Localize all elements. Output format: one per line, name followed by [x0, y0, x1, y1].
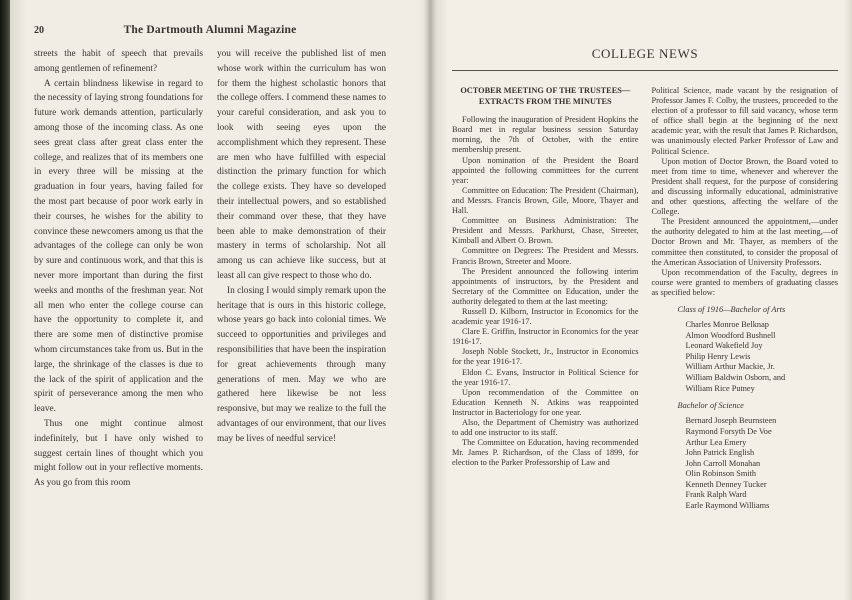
section-title: COLLEGE NEWS: [591, 46, 699, 61]
paragraph: The Committee on Education, having recommended Mr. James P. Richardson, of the Class of 1899, for election to the Parker Professorship of Law and: [452, 438, 639, 468]
left-page: [10, 0, 430, 600]
article-heading: OCTOBER MEETING OF THE TRUSTEES—EXTRACTS FROM THE MINUTES: [460, 86, 631, 106]
paragraph: Political Science, made vacant by the resignation of Professor James F. Colby, the trustees, proceeded to the election of a professor to fill said vacancy, whose term of office shall begin at the beginning of the next academic year, with the result that James P. Richardson, was unanimously elected Parker Professor of Law and Political Science.: [651, 86, 838, 156]
magazine-title: The Dartmouth Alumni Magazine: [123, 24, 297, 36]
left-column-1: [34, 47, 203, 491]
paragraph: Following the inauguration of President Hopkins the Board met in regular business session Saturday morning, the 7th of October, with the entire membership present.: [452, 115, 639, 155]
paragraph: Joseph Noble Stockett, Jr., Instructor in Economics for the year 1916-17.: [452, 347, 639, 367]
paragraph: Upon recommendation of the Committee on Education Kenneth N. Atkins was reappointed Instructor in Bacteriology for one year.: [452, 387, 639, 417]
graduate-name: William Rice Putney: [685, 383, 755, 393]
paragraph: Committee on Business Administration: The President and Messrs. Parkhurst, Chase, Streeter, Kimball and Albert O. Brown.: [452, 216, 639, 246]
paragraph: Upon recommendation of the Faculty, degrees in course were granted to members of graduating classes as specified below:: [651, 267, 838, 297]
graduate-name: Charles Monroe Belknap: [685, 320, 769, 330]
page-number: 20: [34, 25, 44, 36]
paragraph: Committee on Degrees: The President and Messrs. Francis Brown, Streeter and Moore.: [452, 246, 639, 266]
left-page-columns: [34, 47, 386, 491]
graduate-name: Arthur Lea Emery: [685, 437, 747, 447]
graduate-name: John Carroll Monahan: [685, 458, 761, 468]
degree-heading-arts: Class of 1916—Bachelor of Arts: [677, 304, 786, 314]
paragraph: Also, the Department of Chemistry was authorized to add one instructor to its staff.: [452, 418, 639, 438]
right-column-2: [652, 86, 839, 512]
paragraph: Eldon C. Evans, Instructor in Political Science for the year 1916-17.: [452, 367, 639, 387]
graduate-name: Bernard Joseph Beurnsteen: [685, 416, 777, 426]
paragraph: Russell D. Kilborn, Instructor in Economics for the academic year 1916-17.: [452, 306, 639, 327]
graduate-name: Kenneth Denney Tucker: [685, 479, 767, 489]
right-column-1: [452, 86, 639, 512]
paragraph: Upon motion of Doctor Brown, the Board voted to meet from time to time, whenever and wherever the President shall request, for the purpose of considering and discussing informally educational, administrative and other questions, affecting the welfare of the College.: [651, 156, 838, 217]
right-page: [430, 0, 852, 600]
right-page-columns: [452, 86, 838, 512]
paragraph: Clare E. Griffin, Instructor in Economics for the year 1916-17.: [452, 327, 639, 347]
graduate-name: John Patrick English: [685, 448, 755, 458]
header-rule: [452, 70, 838, 71]
graduate-name: Olin Robinson Smith: [685, 469, 757, 479]
graduate-name: Raymond Forsyth De Voe: [685, 426, 772, 436]
paragraph: Upon nomination of the President the Board appointed the following committees for the current year:: [452, 155, 639, 185]
graduate-name: Philip Henry Lewis: [685, 351, 751, 361]
paragraph: Committee on Education: The President (Chairman), and Messrs. Francis Brown, Gile, Moore, Thayer and Hall.: [452, 185, 639, 216]
degree-heading-science: Bachelor of Science: [677, 401, 744, 411]
paragraph: The President announced the following interim appointments of instructors, by the President and Secretary of the Committee on Education, under the authority delegated to them at the last meeting:: [452, 266, 639, 306]
graduate-name: Almon Woodford Bushnell: [685, 330, 776, 340]
science-graduate-list: [686, 416, 839, 511]
paragraph: streets the habit of speech that prevails among gentlemen of refinement?: [34, 49, 203, 74]
graduate-name: Earle Raymond Williams: [685, 501, 770, 511]
paragraph: The President announced the appointment,—under the authority delegated to him at the last meeting,—of Doctor Brown and Mr. Thayer, as members of the committee then constituted, to consider the proposal of the American Association of University Professors.: [651, 217, 838, 267]
left-column-2: [217, 47, 386, 491]
graduate-name: William Baldwin Osborn, and: [685, 373, 786, 383]
graduate-name: Frank Ralph Ward: [685, 490, 747, 500]
paragraph: A certain blindness likewise in regard to the necessity of laying strong foundations for future work demands attention, particularly among those of the incoming class. As one sees great class after great class enter the college, and realizes that of its members one in every three will be missing at the graduation in four years, having failed for the most part because of poor work early in their courses, he wishes for the ability to convince these newcomers among us that the advantages of the college can only be won by sure and continuous work, and that this is never more important than during the first weeks and months of the freshman year. Not all men who enter the college course can have the opportunity to complete it, and there are some men of distinctive promise whom circumstances take from us. But in the large, the shrinkage of the classes is due to the lack of the spirit of application and the spirit of perseverance among the men who leave.: [34, 78, 203, 415]
paragraph: you will receive the published list of men whose work within the curriculum has won for them the highest scholastic honors that the college offers. I commend these names to your careful consideration, and ask you to look with seeing eyes upon the accomplishment which they represent. These are men who have fulfilled with especial distinction the primary function for which the college exists. They have so developed their intellectual powers, and so established their command over these, that they have been able to make demonstration of their mastery in terms of scholarship. Not all among us can achieve like success, but at least all can give respect to those who do.: [217, 49, 386, 281]
left-page-header: [34, 24, 386, 36]
graduate-name: Leonard Wakefield Joy: [685, 341, 763, 351]
paragraph: In closing I would simply remark upon the heritage that is ours in this historic college, whose years go back into colonial times. We succeed to opportunities and privileges and responsibilities that have been the inspiration for great achievements through many generations of men. May we who are gathered here likewise be not less responsive, but may we realize to the full the advantages of our environment, that our lives may be lives of needful service!: [217, 285, 386, 444]
arts-graduate-list: [686, 320, 839, 394]
page-gutter: [424, 0, 436, 600]
scan-edge: [0, 0, 10, 600]
graduate-name: William Arthur Mackie, Jr.: [685, 362, 775, 372]
paragraph: Thus one might continue almost indefinitely, but I have only wished to suggest certain lines of thought which you might follow out in your reflective moments. As you go from this room: [34, 418, 203, 489]
